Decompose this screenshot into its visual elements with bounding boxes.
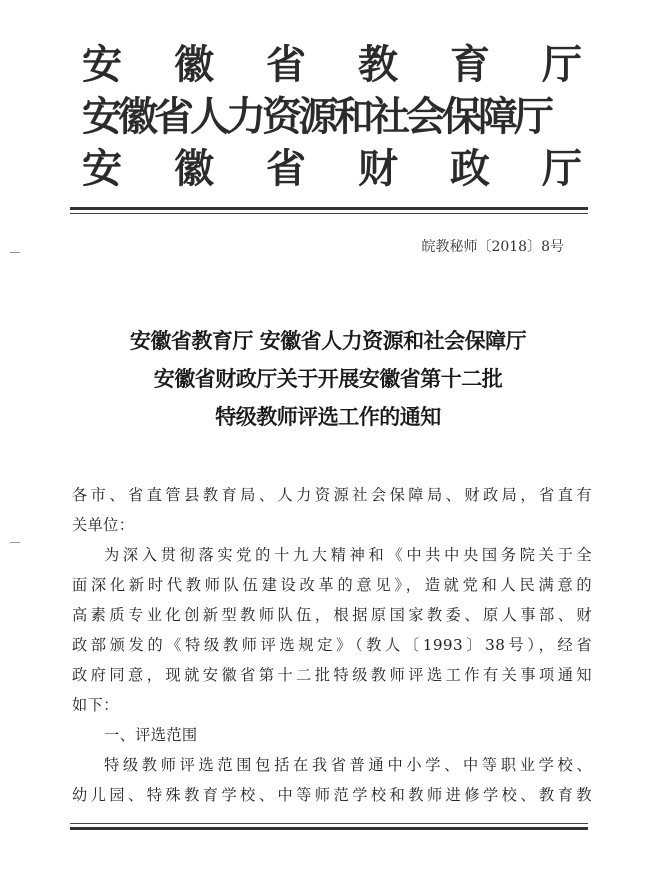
title-line-2: 安徽省财政厅关于开展安徽省第十二批 (153, 367, 503, 391)
issuer-hr-social-security-department: 安徽省人力资源和社会保障厅 (82, 94, 550, 140)
issuer-char: 徽 (174, 42, 214, 88)
document-number: 皖教秘师〔2018〕8号 (421, 239, 564, 255)
title-line-3: 特级教师评选工作的通知 (215, 405, 441, 429)
issuer-char: 安 (82, 42, 122, 88)
issuer-char: 政 (450, 146, 490, 192)
footer-rule-thin (70, 823, 588, 824)
footer-rule-thick (70, 827, 588, 830)
header-rule-thick (70, 207, 588, 210)
issuer-char: 厅 (542, 42, 582, 88)
paragraph-2-line-2: 幼儿园、特殊教育学校、中等师范学校和教师进修学校、教育教 (72, 786, 592, 804)
addressee-line-1: 各市、省直管县教育局、人力资源社会保障局、财政局，省直有 (72, 486, 592, 504)
issuer-finance-department (82, 146, 582, 192)
scan-margin-mark (10, 542, 20, 543)
issuer-char: 省 (266, 42, 306, 88)
title-line-1: 安徽省教育厅 安徽省人力资源和社会保障厅 (129, 329, 527, 353)
paragraph-1-line-6: 如下： (72, 696, 119, 714)
issuer-char: 省 (266, 146, 306, 192)
issuer-char: 财 (358, 146, 398, 192)
paragraph-2-line-1: 特级教师评选范围包括在我省普通中小学、中等职业学校、 (104, 756, 592, 774)
paragraph-1-line-5: 政府同意，现就安徽省第十二批特级教师评选工作有关事项通知 (72, 666, 592, 684)
issuer-char: 厅 (542, 146, 582, 192)
paragraph-1-line-4: 政部颁发的《特级教师评选规定》（教人〔1993〕38号），经省 (72, 636, 592, 654)
addressee-line-2: 关单位： (72, 516, 135, 534)
section-heading-scope: 一、评选范围 (104, 726, 198, 744)
scan-margin-mark (10, 252, 20, 253)
issuer-char: 徽 (174, 146, 214, 192)
issuer-education-department (82, 42, 582, 88)
issuer-char: 教 (358, 42, 398, 88)
paragraph-1-line-2: 面深化新时代教师队伍建设改革的意见》，造就党和人民满意的 (72, 576, 592, 594)
paragraph-1-line-1: 为深入贯彻落实党的十九大精神和《中共中央国务院关于全 (104, 546, 592, 564)
issuer-char: 育 (450, 42, 490, 88)
paragraph-1-line-3: 高素质专业化创新型教师队伍，根据原国家教委、原人事部、财 (72, 606, 592, 624)
header-rule-thin (70, 213, 588, 214)
issuer-char: 安 (82, 146, 122, 192)
